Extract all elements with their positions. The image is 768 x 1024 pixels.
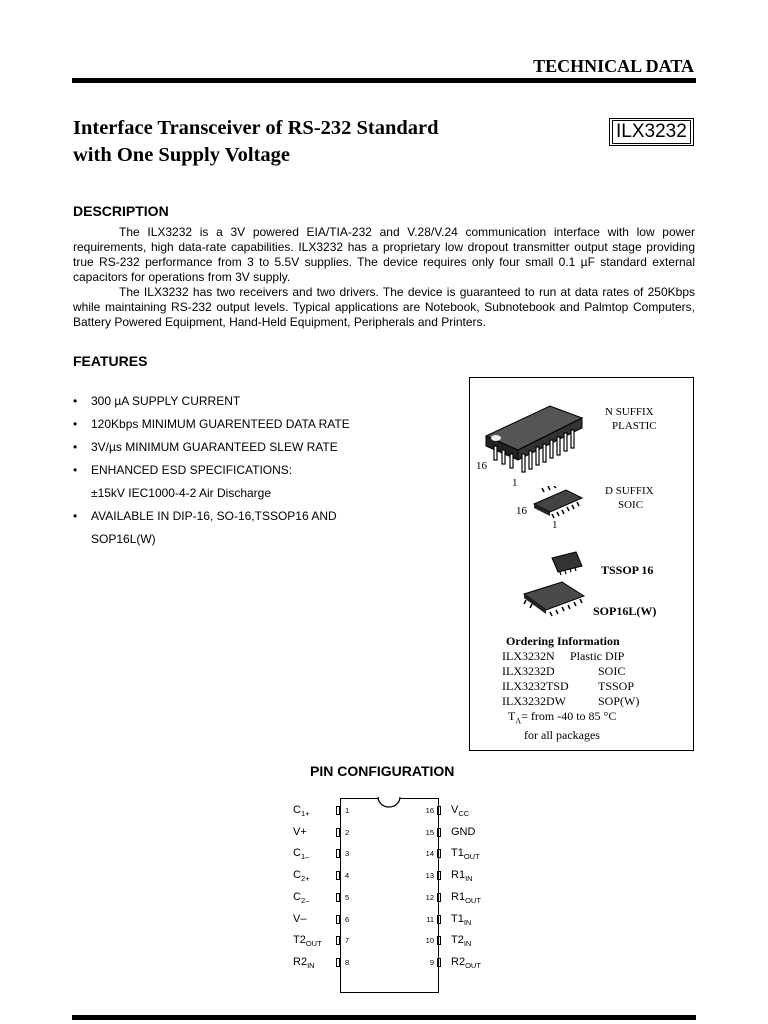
n-suffix-label: N SUFFIX bbox=[605, 406, 654, 418]
pin-label-right bbox=[451, 956, 481, 970]
description-body bbox=[73, 225, 695, 330]
soic-pin16-label: 16 bbox=[516, 505, 527, 517]
dip-pin16-label: 16 bbox=[476, 460, 487, 472]
pin-label-left bbox=[293, 891, 309, 905]
pin-number: 15 bbox=[425, 827, 434, 837]
pin-number: 10 bbox=[425, 936, 434, 946]
pin-name: R1 bbox=[451, 890, 466, 903]
pin-label-left bbox=[293, 847, 309, 861]
sop-package-image bbox=[520, 578, 588, 618]
ordering-row bbox=[502, 649, 639, 664]
pin-subscript: CC bbox=[458, 809, 470, 819]
document-header-label: TECHNICAL DATA bbox=[533, 56, 694, 76]
description-paragraph-1: The ILX3232 is a 3V powered EIA/TIA-232 and V.28/V.24 communication interface with low power requirements, high data-rate capabilities. ILX3232 has a proprietary low dropout transmitter output stage providing true RS-232 performance from 3 to 5.5V supplies. The device requires only four small 0.1 µF standard external capacitors for operations from 3V supply. bbox=[73, 225, 695, 284]
ordering-heading: Ordering Information bbox=[506, 634, 620, 648]
pin-name: C bbox=[293, 847, 301, 860]
pin-label-right bbox=[451, 826, 475, 840]
package-info-box bbox=[469, 377, 694, 751]
pin-number: 6 bbox=[345, 914, 350, 924]
pin-lead bbox=[336, 893, 340, 902]
pin-label-left bbox=[293, 956, 315, 970]
feature-item bbox=[73, 436, 413, 459]
pin-label-left bbox=[293, 934, 322, 948]
n-type-label: PLASTIC bbox=[612, 420, 657, 432]
pin-lead bbox=[437, 893, 441, 902]
pin-subscript: OUT bbox=[465, 895, 481, 905]
pin-label-right bbox=[451, 891, 481, 905]
pin-number: 11 bbox=[426, 914, 434, 924]
pin-lead bbox=[336, 806, 340, 815]
pin-name: R1 bbox=[451, 869, 466, 882]
ordering-information bbox=[502, 634, 639, 743]
feature-item bbox=[73, 505, 413, 528]
ordering-part: ILX3232TSD bbox=[502, 679, 569, 693]
pin-number: 12 bbox=[425, 892, 434, 902]
pin-label-right bbox=[451, 934, 471, 948]
sop-label: SOP16L(W) bbox=[593, 604, 657, 618]
description-paragraph-2: The ILX3232 has two receivers and two drivers. The device is guaranteed to run at data rates of 250Kbps while maintaining RS-232 output levels. Typical applications are Notebook, Subnotebook and Palmtop Computers, Battery Powered Equipment, Hand-Held Equipment, Peripherals and Printers. bbox=[73, 285, 695, 329]
footer-rule bbox=[72, 1015, 696, 1020]
bullet: • bbox=[73, 440, 78, 454]
feature-subtext: ±15kV IEC1000-4-2 Air Discharge bbox=[91, 486, 272, 500]
part-number-box bbox=[609, 118, 694, 146]
pin-number: 7 bbox=[345, 936, 350, 946]
feature-text: 3V/µs MINIMUM GUARANTEED SLEW RATE bbox=[91, 440, 338, 454]
pin-number: 14 bbox=[425, 849, 434, 859]
ordering-row bbox=[502, 664, 639, 679]
dip-package-image bbox=[480, 392, 590, 482]
soic-pin1-label: 1 bbox=[552, 519, 558, 531]
pin-lead bbox=[437, 871, 441, 880]
bullet: • bbox=[73, 394, 78, 408]
pin-lead bbox=[336, 915, 340, 924]
bullet: • bbox=[73, 417, 78, 431]
ordering-package: TSSOP bbox=[598, 679, 635, 693]
pin-lead bbox=[336, 849, 340, 858]
pin-number: 3 bbox=[345, 849, 350, 859]
pin-label-left bbox=[293, 913, 306, 927]
pin-config-heading: PIN CONFIGURATION bbox=[310, 763, 455, 779]
pin-number: 5 bbox=[345, 892, 350, 902]
feature-item bbox=[73, 413, 413, 436]
features-list bbox=[73, 390, 413, 551]
temperature-note: for all packages bbox=[524, 728, 600, 743]
bullet: • bbox=[73, 463, 78, 477]
pin-name: T1 bbox=[451, 847, 464, 860]
ordering-row bbox=[502, 694, 639, 709]
pin-subscript: OUT bbox=[465, 961, 481, 971]
pin-lead bbox=[336, 871, 340, 880]
pin-name: C bbox=[293, 804, 301, 816]
pin-name: R2 bbox=[451, 955, 466, 968]
pin-name: V– bbox=[293, 912, 307, 925]
bullet: • bbox=[73, 509, 78, 523]
pin-name: T1 bbox=[451, 912, 464, 925]
document-title bbox=[73, 115, 533, 169]
pin-name: C bbox=[293, 869, 301, 882]
pin-subscript: 2– bbox=[300, 895, 310, 905]
pin-subscript: 2+ bbox=[300, 874, 310, 884]
feature-text: 120Kbps MINIMUM GUARENTEED DATA RATE bbox=[91, 417, 350, 431]
part-number: ILX3232 bbox=[612, 120, 691, 144]
pin-number: 16 bbox=[425, 806, 434, 815]
pin-name: T2 bbox=[451, 934, 464, 947]
pin-lead bbox=[437, 915, 441, 924]
pin-number: 2 bbox=[345, 827, 350, 837]
feature-text: 300 µA SUPPLY CURRENT bbox=[91, 394, 241, 408]
features-heading: FEATURES bbox=[73, 353, 148, 369]
soic-package-image bbox=[530, 486, 586, 520]
pin-name: R2 bbox=[293, 955, 308, 968]
pin-number: 13 bbox=[425, 871, 434, 881]
pin-lead bbox=[437, 936, 441, 945]
d-suffix-label: D SUFFIX bbox=[605, 485, 654, 497]
pin-label-right bbox=[451, 804, 469, 818]
pin-subscript: 1+ bbox=[300, 809, 310, 819]
pin-name: V bbox=[451, 804, 459, 816]
pin-subscript: IN bbox=[463, 917, 472, 927]
ordering-part: ILX3232DW bbox=[502, 694, 566, 708]
chip-outline bbox=[340, 798, 439, 993]
pin-label-left bbox=[293, 869, 310, 883]
temp-subscript: A bbox=[515, 716, 522, 726]
tssop-label: TSSOP 16 bbox=[601, 563, 654, 577]
pin-label-right bbox=[451, 869, 473, 883]
pin-subscript: OUT bbox=[463, 852, 480, 862]
ordering-row bbox=[502, 679, 639, 694]
feature-subtext: SOP16L(W) bbox=[91, 532, 156, 546]
feature-item bbox=[73, 390, 413, 413]
chip-notch bbox=[377, 797, 401, 809]
pin-subscript: OUT bbox=[305, 939, 322, 949]
pin-number: 1 bbox=[345, 806, 350, 815]
ordering-package: Plastic DIP bbox=[570, 649, 625, 663]
pin-lead bbox=[437, 828, 441, 837]
ordering-package: SOP(W) bbox=[598, 694, 640, 708]
temp-symbol: T bbox=[508, 709, 516, 723]
pin-label-left bbox=[293, 826, 307, 840]
temperature-range bbox=[502, 709, 639, 728]
pin-subscript: IN bbox=[463, 939, 472, 949]
pin-number: 4 bbox=[345, 871, 350, 881]
pin-lead bbox=[336, 828, 340, 837]
pin-label-right bbox=[451, 913, 471, 927]
ordering-part: ILX3232N bbox=[502, 649, 555, 663]
title-line-2: with One Supply Voltage bbox=[73, 144, 291, 166]
pin-subscript: IN bbox=[465, 874, 473, 884]
ordering-package: SOIC bbox=[598, 664, 626, 678]
pin-number: 8 bbox=[345, 957, 350, 967]
feature-text: AVAILABLE IN DIP-16, SO-16,TSSOP16 AND bbox=[91, 509, 337, 523]
pin-lead bbox=[437, 849, 441, 858]
tssop-package-image bbox=[550, 550, 584, 576]
pin-name: V+ bbox=[293, 825, 307, 838]
feature-item bbox=[73, 459, 413, 482]
pin-subscript: IN bbox=[307, 961, 315, 971]
pin-name: GND bbox=[451, 825, 476, 838]
pin-lead bbox=[336, 936, 340, 945]
pin-lead bbox=[437, 806, 441, 815]
ordering-part: ILX3232D bbox=[502, 664, 555, 678]
dip-pin1-label: 1 bbox=[512, 477, 518, 489]
pin-subscript: 1– bbox=[300, 852, 310, 862]
pin-label-right bbox=[451, 847, 480, 861]
temp-range-text: = from -40 to 85 °C bbox=[521, 709, 617, 723]
pin-lead bbox=[437, 958, 441, 967]
description-heading: DESCRIPTION bbox=[73, 203, 169, 219]
title-line-1: Interface Transceiver of RS-232 Standard bbox=[73, 117, 439, 139]
pin-name: T2 bbox=[293, 934, 306, 947]
pin-label-left bbox=[293, 804, 310, 818]
header-rule bbox=[72, 78, 696, 83]
pin-number: 9 bbox=[429, 957, 434, 967]
d-type-label: SOIC bbox=[618, 499, 644, 511]
pin-name: C bbox=[293, 890, 301, 903]
pin-lead bbox=[336, 958, 340, 967]
feature-text: ENHANCED ESD SPECIFICATIONS: bbox=[91, 463, 293, 477]
